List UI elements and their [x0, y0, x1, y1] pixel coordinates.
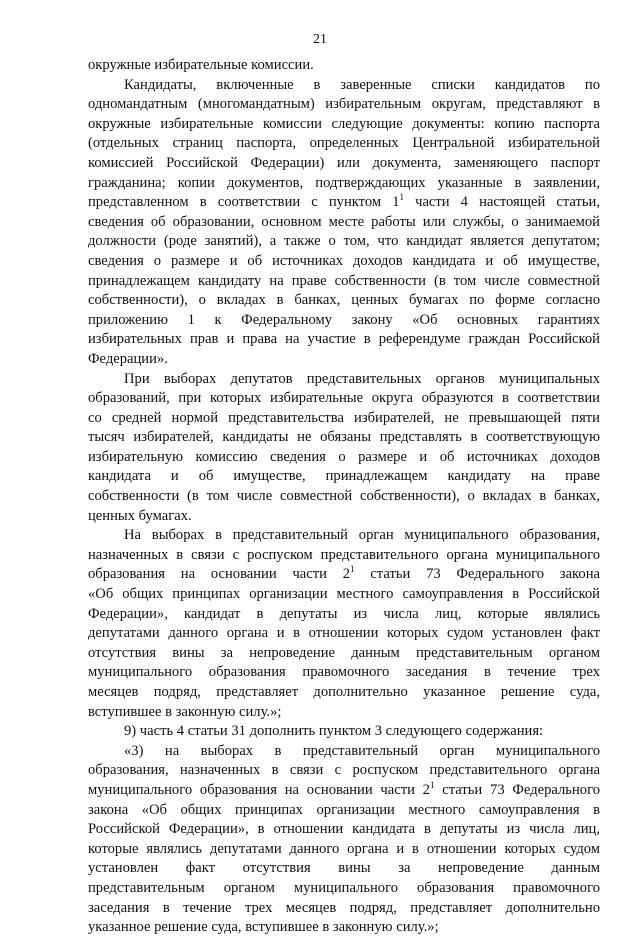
- text-line: сведения об образовании, основном месте работы или службы, о занимаемой: [88, 213, 600, 230]
- text-line: избирательных прав и права на участие в референдуме граждан Российской: [88, 331, 600, 348]
- text-line: принадлежащем кандидату на праве собственности (в том числе совместной: [88, 272, 600, 289]
- text-line: образований, при которых избирательные округа образуются в соответствии: [88, 390, 600, 407]
- text-line: гражданина; копии документов, подтверждающих указанные в заявлении,: [88, 174, 600, 191]
- text-line: со средней нормой представительства избирателей, не превышающей пяти: [88, 409, 600, 426]
- text-line: вступившее в законную силу.»;: [88, 703, 282, 720]
- text-line: тысяч избирателей, кандидаты не обязаны представлять в соответствующую: [88, 429, 600, 446]
- text-line: сведения о размере и об источниках доходов кандидата и об имуществе,: [88, 252, 600, 269]
- text-segment: статьи 73 Федерального: [434, 781, 600, 798]
- text-line: 9) часть 4 статьи 31 дополнить пунктом 3 следующего содержания:: [124, 723, 544, 740]
- text-line: установлен факт отсутствия вины за непроведение данным: [88, 860, 600, 877]
- text-line: При выборах депутатов представительных органов муниципальных: [124, 370, 600, 387]
- text-line: окружные избирательные комиссии следующие документы: копию паспорта: [88, 115, 600, 132]
- superscript: 1: [399, 193, 405, 203]
- text-line: (отдельных страниц паспорта, определенных Центральной избирательной: [88, 135, 600, 152]
- text-line: образования, назначенных в связи с роспуском представительного органа: [88, 762, 600, 779]
- text-segment: образования на основании части 2: [88, 566, 351, 583]
- text-line: назначенных в связи с роспуском представительного органа муниципального: [88, 546, 600, 563]
- text-line: «Об общих принципах организации местного самоуправления в Российской: [88, 586, 600, 603]
- text-line: депутатами данного органа и в отношении которых судом установлен факт: [88, 625, 600, 642]
- text-line: [88, 781, 600, 801]
- text-line: собственности (в том числе совместной собственности), о вкладах в банках,: [88, 488, 600, 505]
- text-segment: части 4 настоящей статьи,: [404, 194, 600, 211]
- text-line: Федерации», кандидат в депутаты из числа лиц, которые являлись: [88, 605, 600, 622]
- text-line: месяцев подряд, представляет дополнительно указанное решение суда,: [88, 684, 600, 700]
- text-line: На выборах в представительный орган муниципального образования,: [124, 527, 600, 544]
- text-line: [88, 193, 600, 213]
- text-line: ценных бумагах.: [88, 507, 192, 524]
- text-line: Федерации».: [88, 350, 168, 367]
- document-body: [88, 56, 600, 938]
- page-number: 21: [313, 32, 327, 47]
- text-segment: муниципального образования на основании части 2: [88, 781, 430, 798]
- text-line: закона «Об общих принципах организации местного самоуправления в: [88, 801, 600, 818]
- superscript: 1: [350, 565, 355, 575]
- text-line: «3) на выборах в представительный орган муниципального: [124, 742, 600, 759]
- text-line: собственности), о вкладах в банках, ценных бумагах по форме согласно: [88, 292, 600, 309]
- text-line: одномандатным (многомандатным) избирательным округам, представляют в: [88, 96, 600, 113]
- text-line: кандидата и об имуществе, принадлежащем кандидату на праве: [88, 468, 600, 485]
- text-line: комиссией Российской Федерации) или документа, заменяющего паспорт: [88, 154, 600, 171]
- text-line: муниципального образования правомочного заседания в течение трех: [88, 664, 600, 681]
- text-line: указанное решение суда, вступившее в законную силу.»;: [88, 919, 439, 936]
- text-line: приложению 1 к Федеральному закону «Об основных гарантиях: [88, 311, 600, 328]
- text-line: Кандидаты, включенные в заверенные списки кандидатов по: [124, 76, 600, 93]
- superscript: 1: [429, 780, 435, 790]
- text-line: заседания в течение трех месяцев подряд, представляет дополнительно: [88, 899, 600, 916]
- text-line: отсутствия вины за непроведение данным представительным органом: [88, 644, 600, 661]
- text-segment: представленном в соответствии с пунктом 1: [88, 194, 400, 211]
- text-line: представительным органом муниципального образования правомочного: [88, 879, 600, 896]
- text-line: окружные избирательные комиссии.: [88, 57, 314, 73]
- text-segment: статьи 73 Федерального закона: [354, 566, 600, 583]
- text-line: избирательную комиссию сведения о размере и об источниках доходов: [88, 448, 600, 465]
- text-line: [88, 565, 600, 585]
- text-line: должности (роде занятий), а также о том, что кандидат является депутатом;: [88, 233, 600, 250]
- text-line: Российской Федерации», в отношении кандидата в депутаты из числа лиц,: [88, 821, 600, 838]
- text-line: которые являлись депутатами данного органа и в отношении которых судом: [88, 840, 600, 857]
